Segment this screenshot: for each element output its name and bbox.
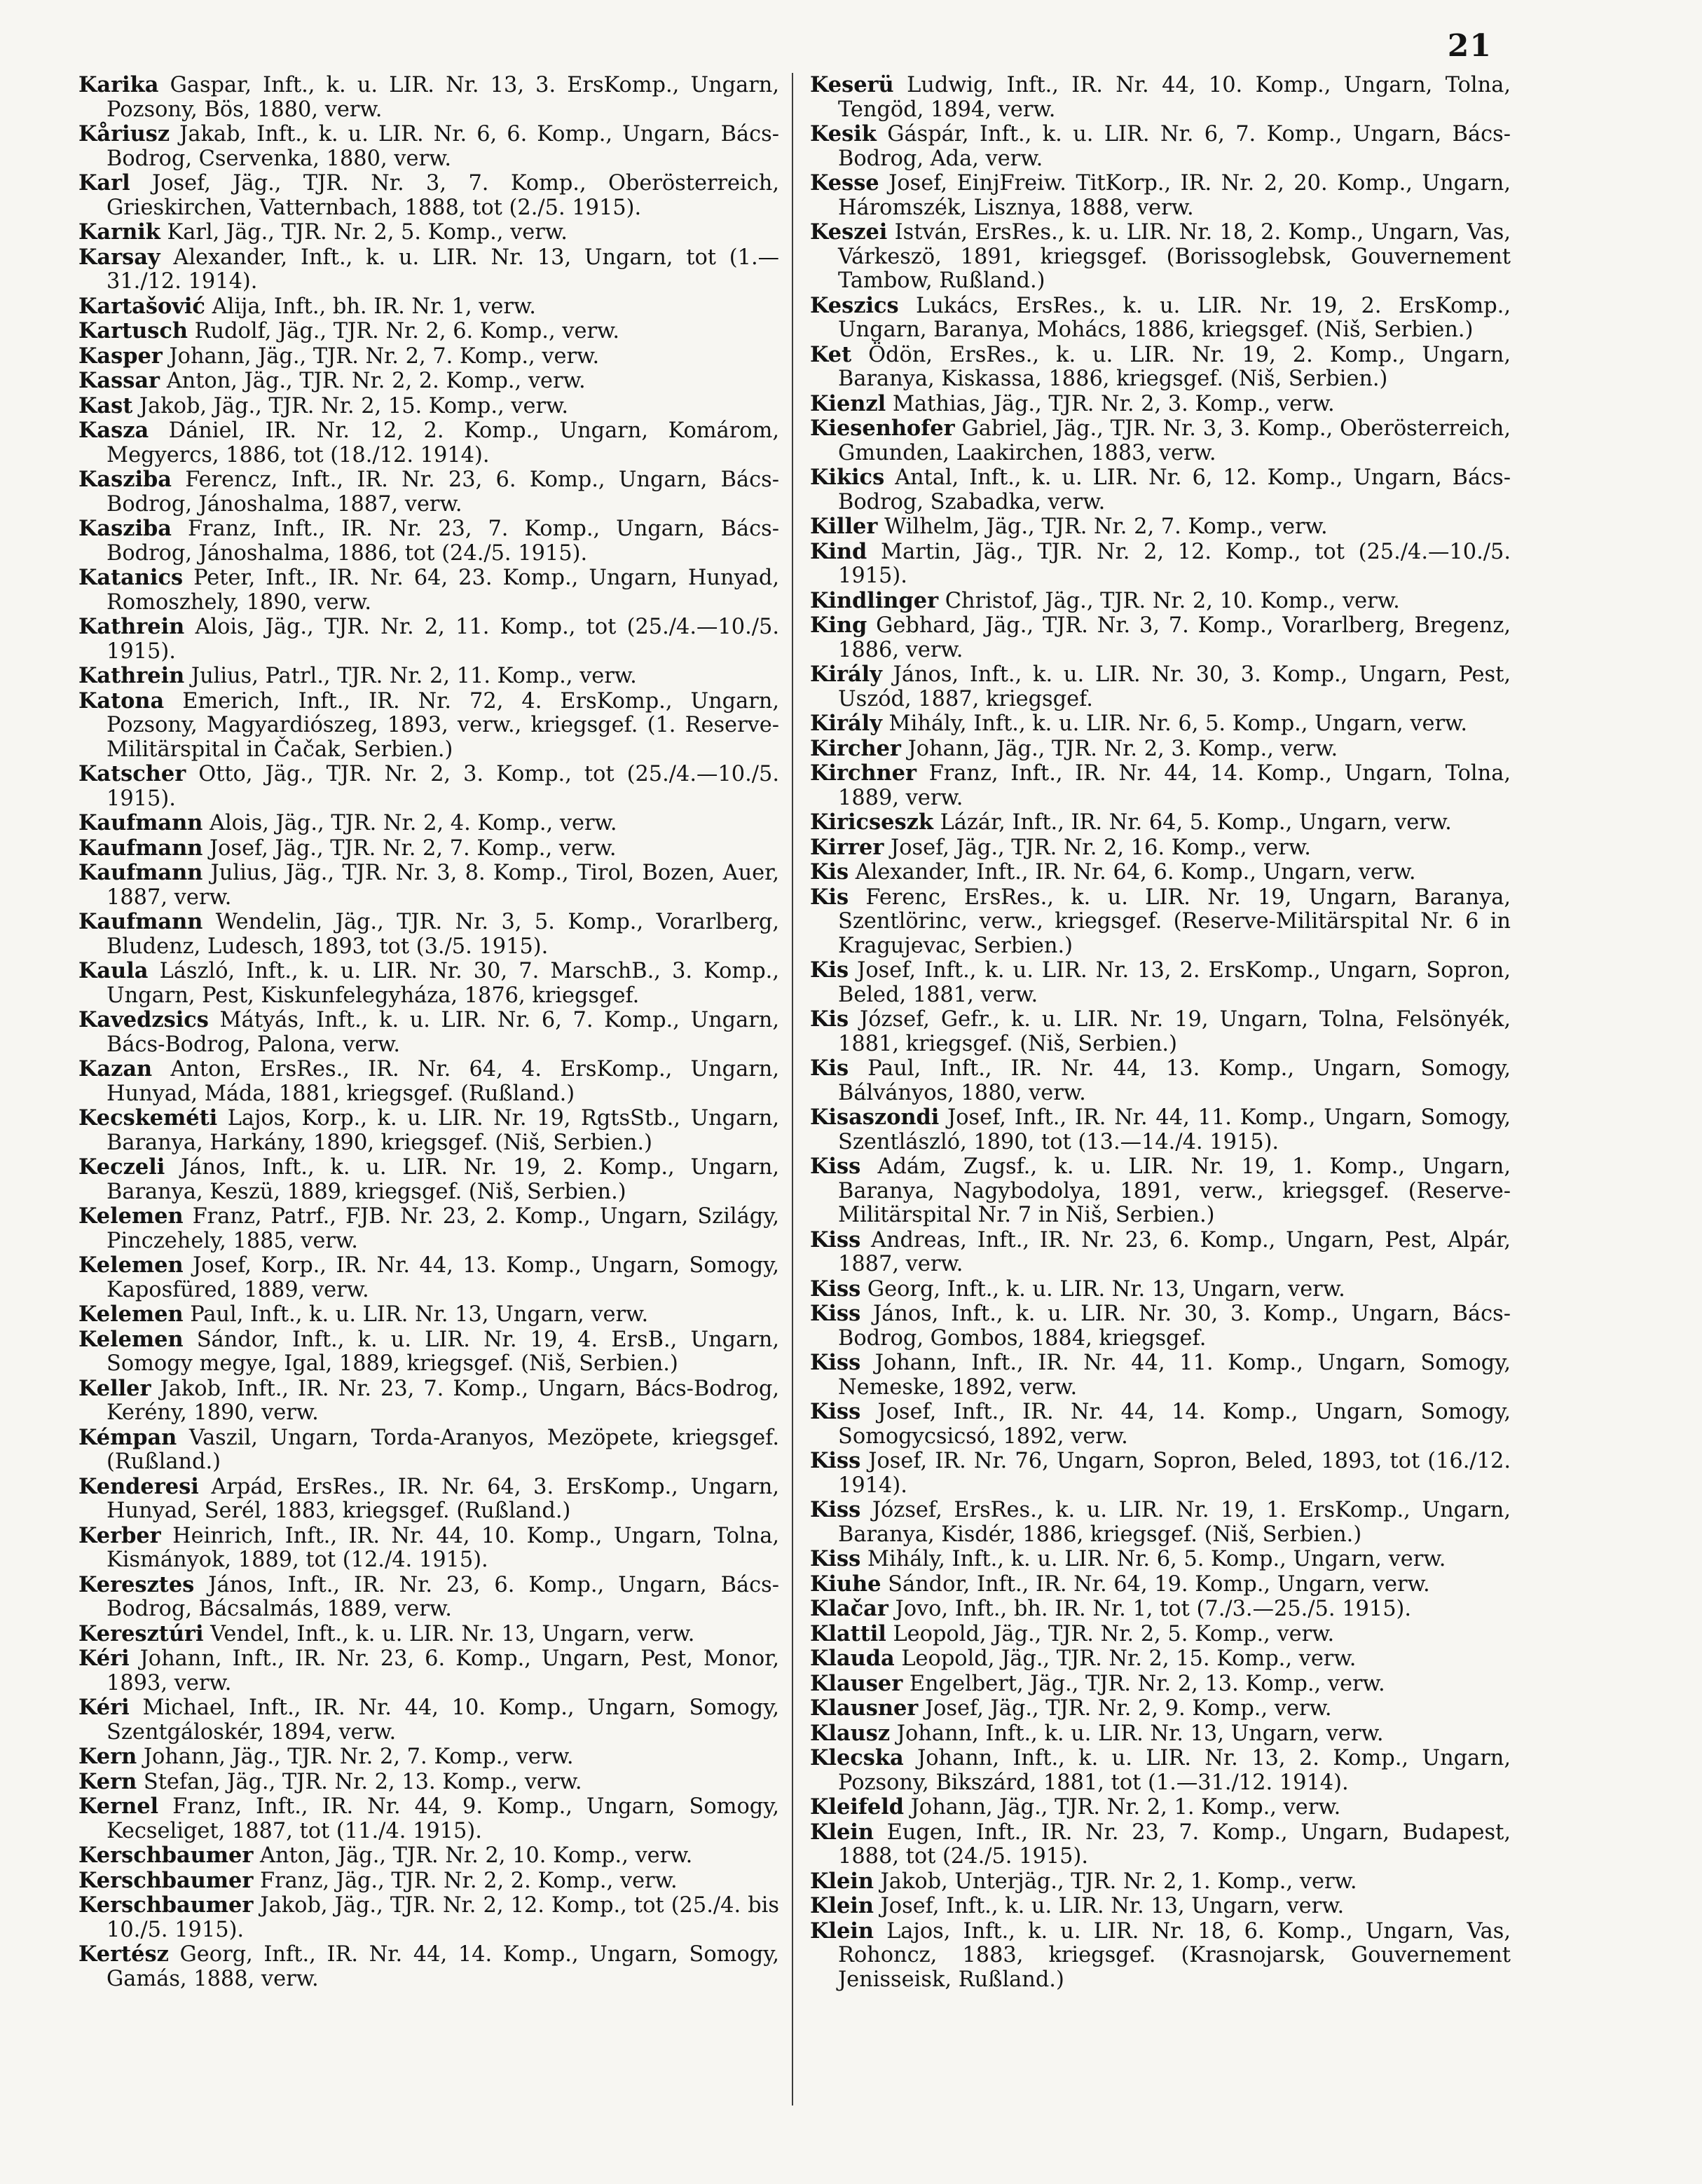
entry-details: Vaszil, Ungarn, Torda-Aranyos, Mezöpete, kriegsgef. (Rußland.)	[107, 1425, 779, 1474]
entry-name: Kavedzsics	[78, 1007, 209, 1032]
entry-name: Kiss	[810, 1227, 861, 1253]
entry-name: Kern	[78, 1768, 137, 1794]
entry-details: Andreas, Inft., IR. Nr. 23, 6. Komp., Ungarn, Pest, Alpár, 1887, verw.	[838, 1227, 1511, 1276]
list-item	[810, 220, 1511, 294]
entry-name: Katona	[78, 688, 165, 714]
entry-name: Kesik	[810, 121, 877, 146]
list-item	[78, 394, 779, 419]
list-item	[810, 514, 1511, 540]
entry-details: Josef, EinjFreiw. TitKorp., IR. Nr. 2, 20. Komp., Ungarn, Háromszék, Lisznya, 1888, verw.	[838, 171, 1511, 220]
entry-name: Kaufmann	[78, 835, 203, 861]
list-item	[78, 566, 779, 615]
list-item	[78, 1377, 779, 1426]
entry-name: Kartašović	[78, 293, 205, 319]
list-item	[78, 959, 779, 1008]
entry-details: Lázár, Inft., IR. Nr. 64, 5. Komp., Ungarn, verw.	[940, 810, 1452, 835]
entry-details: Gebhard, Jäg., TJR. Nr. 3, 7. Komp., Vorarlberg, Bregenz, 1886, verw.	[838, 613, 1511, 662]
entry-details: Franz, Inft., IR. Nr. 44, 9. Komp., Ungarn, Somogy, Kecseliget, 1887, tot (11./4. 1915).	[107, 1794, 779, 1843]
entry-details: Eugen, Inft., IR. Nr. 23, 7. Komp., Ungarn, Budapest, 1888, tot (24./5. 1915).	[838, 1820, 1511, 1869]
entry-name: Kis	[810, 884, 849, 910]
list-item	[810, 1007, 1511, 1056]
entry-details: Johann, Inft., IR. Nr. 23, 6. Komp., Ungarn, Pest, Monor, 1893, verw.	[107, 1646, 779, 1695]
entry-name: Kasziba	[78, 516, 172, 541]
list-item	[810, 1696, 1511, 1721]
entry-details: Martin, Jäg., TJR. Nr. 2, 12. Komp., tot (25./4.—10./5. 1915).	[838, 539, 1511, 588]
entry-name: Kathrein	[78, 663, 185, 688]
entry-details: Jakob, Jäg., TJR. Nr. 2, 15. Komp., verw.	[139, 393, 569, 418]
entry-details: Julius, Jäg., TJR. Nr. 3, 8. Komp., Tirol, Bozen, Auer, 1887, verw.	[107, 861, 779, 910]
entry-details: Jakob, Unterjäg., TJR. Nr. 2, 1. Komp., verw.	[880, 1869, 1357, 1894]
list-item	[78, 369, 779, 394]
entry-name: Kaula	[78, 958, 149, 983]
entry-name: Kienzl	[810, 390, 886, 416]
entry-name: Kiss	[810, 1399, 861, 1424]
entry-name: Kiss	[810, 1276, 861, 1302]
entry-details: Josef, Korp., IR. Nr. 44, 13. Komp., Ungarn, Somogy, Kaposfüred, 1889, verw.	[107, 1253, 779, 1302]
entry-details: Julius, Patrl., TJR. Nr. 2, 11. Komp., verw.	[191, 664, 637, 688]
entry-name: Klattil	[810, 1620, 886, 1646]
entry-details: Anton, Jäg., TJR. Nr. 2, 10. Komp., verw.	[260, 1843, 693, 1868]
list-item	[810, 1622, 1511, 1647]
entry-details: Gaspar, Inft., k. u. LIR. Nr. 13, 3. ErsKomp., Ungarn, Pozsony, Bös, 1880, verw.	[107, 73, 779, 122]
entry-name: Kis	[810, 859, 849, 885]
list-item	[78, 664, 779, 689]
entry-details: Alija, Inft., bh. IR. Nr. 1, verw.	[212, 294, 536, 319]
entry-details: Josef, Inft., IR. Nr. 44, 11. Komp., Ungarn, Somogy, Szentlászló, 1890, tot (13.—14./4. 1915).	[838, 1105, 1511, 1154]
list-item	[78, 1302, 779, 1328]
list-item	[78, 245, 779, 294]
list-item	[78, 1794, 779, 1843]
list-item	[78, 517, 779, 566]
entry-name: Klecska	[810, 1745, 904, 1770]
entry-name: Kenderesi	[78, 1473, 199, 1499]
list-item	[810, 1820, 1511, 1869]
list-item	[78, 344, 779, 369]
entry-details: József, Gefr., k. u. LIR. Nr. 19, Ungarn, Tolna, Felsönyék, 1881, kriegsgef. (Niš, Serbien.)	[838, 1007, 1511, 1056]
entry-details: Mihály, Inft., k. u. LIR. Nr. 6, 5. Komp., Ungarn, verw.	[888, 711, 1468, 736]
entry-name: Kasza	[78, 418, 149, 443]
entry-name: Kåriusz	[78, 121, 170, 146]
list-item	[810, 737, 1511, 762]
entry-details: Gabriel, Jäg., TJR. Nr. 3, 3. Komp., Oberösterreich, Gmunden, Laakirchen, 1883, verw.	[838, 416, 1511, 465]
entry-details: Johann, Inft., k. u. LIR. Nr. 13, 2. Komp., Ungarn, Pozsony, Bikszárd, 1881, tot (1.—31./12. 1914).	[838, 1746, 1511, 1795]
entry-name: Klačar	[810, 1596, 888, 1621]
entry-name: Kerschbaumer	[78, 1867, 254, 1893]
entry-name: Klauser	[810, 1670, 903, 1696]
entry-name: Kiricseszk	[810, 810, 933, 835]
entry-details: Franz, Inft., IR. Nr. 44, 14. Komp., Ungarn, Tolna, 1889, verw.	[838, 761, 1511, 810]
page-number: 21	[1447, 28, 1492, 64]
list-item	[78, 836, 779, 861]
entry-name: Kassar	[78, 368, 160, 393]
entry-details: Mihály, Inft., k. u. LIR. Nr. 6, 5. Komp., Ungarn, verw.	[867, 1547, 1446, 1571]
list-item	[78, 615, 779, 664]
entry-name: Klein	[810, 1893, 874, 1918]
entry-details: Dániel, IR. Nr. 12, 2. Komp., Ungarn, Komárom, Megyercs, 1886, tot (18./12. 1914).	[107, 418, 780, 467]
list-item	[78, 73, 779, 122]
list-item	[810, 1302, 1511, 1351]
entry-details: Josef, Jäg., TJR. Nr. 2, 7. Komp., verw.	[210, 835, 617, 861]
list-item	[78, 1869, 779, 1894]
list-item	[78, 319, 779, 344]
list-item	[810, 810, 1511, 835]
entry-name: Kindlinger	[810, 587, 939, 613]
left-column	[78, 73, 779, 1991]
list-item	[78, 910, 779, 959]
entry-name: Kikics	[810, 465, 885, 490]
entry-name: Kirchner	[810, 760, 917, 786]
list-item	[78, 861, 779, 910]
entry-details: Georg, Inft., k. u. LIR. Nr. 13, Ungarn, verw.	[867, 1276, 1345, 1302]
entry-details: Alois, Jäg., TJR. Nr. 2, 11. Komp., tot (25./4.—10./5. 1915).	[107, 615, 779, 664]
entry-name: Klein	[810, 1819, 874, 1845]
entry-name: Kasziba	[78, 467, 172, 492]
entry-name: Kiss	[810, 1154, 861, 1179]
list-item	[810, 1646, 1511, 1672]
list-item	[78, 1155, 779, 1204]
list-item	[810, 1795, 1511, 1820]
entry-name: Killer	[810, 514, 878, 539]
entry-name: Kern	[78, 1744, 137, 1769]
entry-name: Kelemen	[78, 1203, 184, 1229]
list-item	[78, 1573, 779, 1622]
entry-details: Gáspár, Inft., k. u. LIR. Nr. 6, 7. Komp., Ungarn, Bács-Bodrog, Ada, verw.	[838, 122, 1511, 171]
list-item	[78, 1475, 779, 1524]
entry-name: Katanics	[78, 565, 184, 590]
entry-details: Franz, Patrf., FJB. Nr. 23, 2. Komp., Ungarn, Szilágy, Pinczehely, 1885, verw.	[107, 1204, 779, 1253]
list-item	[78, 122, 779, 171]
list-item	[810, 613, 1511, 662]
list-item	[78, 1745, 779, 1770]
list-item	[810, 1498, 1511, 1547]
entry-details: Franz, Jäg., TJR. Nr. 2, 2. Komp., verw.	[260, 1868, 678, 1893]
entry-name: Kerber	[78, 1522, 161, 1548]
entry-name: Keller	[78, 1375, 151, 1401]
entry-details: Johann, Jäg., TJR. Nr. 2, 7. Komp., verw.	[143, 1745, 574, 1769]
list-item	[78, 1646, 779, 1695]
entry-name: Kis	[810, 957, 849, 983]
list-item	[810, 662, 1511, 711]
entry-details: Johann, Inft., IR. Nr. 44, 11. Komp., Ungarn, Somogy, Nemeske, 1892, verw.	[838, 1351, 1511, 1400]
entry-name: Kiuhe	[810, 1571, 881, 1597]
entry-details: Paul, Inft., k. u. LIR. Nr. 13, Ungarn, verw.	[190, 1302, 649, 1327]
list-item	[810, 885, 1511, 959]
list-item	[78, 811, 779, 836]
entry-details: Lajos, Korp., k. u. LIR. Nr. 19, RgtsStb., Ungarn, Baranya, Harkány, 1890, kriegsgef. (Niš, Serbien.)	[107, 1106, 779, 1155]
entry-details: Mátyás, Inft., k. u. LIR. Nr. 6, 7. Komp., Ungarn, Bács-Bodrog, Palona, verw.	[107, 1008, 779, 1057]
list-item	[78, 1008, 779, 1057]
entry-details: Christof, Jäg., TJR. Nr. 2, 10. Komp., verw.	[945, 588, 1400, 613]
list-item	[78, 1524, 779, 1573]
entry-details: Josef, IR. Nr. 76, Ungarn, Sopron, Beled, 1893, tot (16./12. 1914).	[838, 1449, 1511, 1498]
list-item	[810, 1746, 1511, 1795]
entry-name: Kaufmann	[78, 909, 203, 934]
list-item	[810, 1105, 1511, 1154]
entry-details: Karl, Jäg., TJR. Nr. 2, 5. Komp., verw.	[167, 220, 568, 245]
entry-details: Heinrich, Inft., IR. Nr. 44, 10. Komp., Ungarn, Tolna, Kismányok, 1889, tot (12./4. 1915).	[107, 1523, 779, 1572]
entry-details: János, Inft., k. u. LIR. Nr. 19, 2. Komp., Ungarn, Baranya, Keszü, 1889, kriegsgef. (Niš, Serbien.)	[107, 1155, 779, 1204]
entry-details: Alois, Jäg., TJR. Nr. 2, 4. Komp., verw.	[210, 811, 617, 835]
column-divider	[792, 73, 793, 2105]
list-item	[78, 1057, 779, 1106]
entry-details: László, Inft., k. u. LIR. Nr. 30, 7. MarschB., 3. Komp., Ungarn, Pest, Kiskunfelegyháza, 1876, kriegsgef.	[107, 959, 779, 1008]
entry-details: Josef, Inft., IR. Nr. 44, 14. Komp., Ungarn, Somogy, Somogycsicsó, 1892, verw.	[838, 1400, 1511, 1449]
list-item	[810, 1056, 1511, 1105]
entry-details: Anton, Jäg., TJR. Nr. 2, 2. Komp., verw.	[166, 369, 586, 393]
list-item	[810, 1351, 1511, 1400]
list-item	[810, 860, 1511, 885]
entry-name: Karsay	[78, 244, 160, 270]
entry-details: István, ErsRes., k. u. LIR. Nr. 18, 2. Komp., Ungarn, Vas, Várkeszö, 1891, kriegsgef. (Borissoglebsk, Gouvernement Tambow, Rußland.)	[838, 220, 1511, 293]
list-item	[810, 465, 1511, 514]
entry-name: Keczeli	[78, 1154, 165, 1180]
entry-name: Kiesenhofer	[810, 416, 955, 441]
entry-name: Keszei	[810, 219, 888, 245]
entry-details: Leopold, Jäg., TJR. Nr. 2, 15. Komp., verw.	[901, 1646, 1357, 1671]
list-item	[78, 1622, 779, 1647]
list-item	[810, 1894, 1511, 1919]
list-item	[78, 220, 779, 245]
list-item	[810, 73, 1511, 122]
list-item	[78, 294, 779, 320]
entry-details: Ferencz, Inft., IR. Nr. 23, 6. Komp., Ungarn, Bács-Bodrog, Jánoshalma, 1887, verw.	[107, 467, 779, 517]
entry-details: Jakab, Inft., k. u. LIR. Nr. 6, 6. Komp., Ungarn, Bács-Bodrog, Cservenka, 1880, verw.	[107, 122, 779, 171]
entry-details: Sándor, Inft., k. u. LIR. Nr. 19, 4. ErsB., Ungarn, Somogy megye, Igal, 1889, kriegsgef. (Niš, Serbien.)	[107, 1327, 779, 1376]
list-item	[810, 958, 1511, 1007]
entry-details: Arpád, ErsRes., IR. Nr. 64, 3. ErsKomp., Ungarn, Hunyad, Serél, 1883, kriegsgef. (Rußland.)	[107, 1474, 779, 1523]
entry-details: Antal, Inft., k. u. LIR. Nr. 6, 12. Komp., Ungarn, Bács-Bodrog, Szabadka, verw.	[838, 465, 1511, 514]
list-item	[78, 689, 779, 763]
entry-name: Király	[810, 662, 882, 687]
list-item	[78, 1204, 779, 1253]
entry-details: Franz, Inft., IR. Nr. 23, 7. Komp., Ungarn, Bács-Bodrog, Jánoshalma, 1886, tot (24./5. 1915).	[107, 517, 779, 566]
list-item	[78, 418, 779, 467]
list-item	[810, 1572, 1511, 1597]
list-item	[810, 392, 1511, 417]
entry-name: Karl	[78, 170, 130, 196]
entry-name: Katscher	[78, 761, 186, 786]
entry-details: Alexander, Inft., k. u. LIR. Nr. 13, Ungarn, tot (1.—31./12. 1914).	[107, 245, 779, 294]
list-item	[78, 1426, 779, 1475]
list-item	[78, 1328, 779, 1377]
list-item	[78, 762, 779, 811]
list-item	[78, 171, 779, 220]
list-item	[810, 835, 1511, 861]
entry-name: Kleifeld	[810, 1794, 905, 1820]
entry-details: Vendel, Inft., k. u. LIR. Nr. 13, Ungarn, verw.	[210, 1621, 695, 1646]
entry-name: Kisaszondi	[810, 1105, 940, 1130]
entry-name: Keserü	[810, 72, 894, 97]
entry-name: Klausz	[810, 1720, 891, 1746]
entry-name: Kis	[810, 1056, 849, 1081]
list-item	[810, 1277, 1511, 1302]
entry-details: János, Inft., IR. Nr. 23, 6. Komp., Ungarn, Bács-Bodrog, Bácsalmás, 1889, verw.	[107, 1572, 779, 1621]
entry-name: Kind	[810, 538, 867, 564]
entry-name: Kast	[78, 393, 133, 418]
entry-name: Kircher	[810, 735, 901, 761]
entry-name: Kiss	[810, 1448, 861, 1473]
entry-name: Kartusch	[78, 318, 188, 343]
entry-name: Kirrer	[810, 834, 884, 860]
entry-details: Johann, Jäg., TJR. Nr. 2, 3. Komp., verw.	[907, 736, 1338, 761]
entry-name: Klein	[810, 1918, 874, 1944]
list-item	[810, 1919, 1511, 1993]
entry-details: Josef, Inft., k. u. LIR. Nr. 13, Ungarn, verw.	[880, 1894, 1345, 1918]
entry-details: József, ErsRes., k. u. LIR. Nr. 19, 1. ErsKomp., Ungarn, Baranya, Kisdér, 1886, kriegsgef. (Niš, Serbien.)	[838, 1498, 1511, 1547]
list-item	[78, 1253, 779, 1302]
entry-name: Kasper	[78, 343, 163, 369]
list-item	[78, 1893, 779, 1942]
entry-name: Kernel	[78, 1794, 159, 1819]
entry-name: Karnik	[78, 219, 160, 245]
entry-name: Kiss	[810, 1301, 861, 1326]
entry-details: Alexander, Inft., IR. Nr. 64, 6. Komp., Ungarn, verw.	[855, 860, 1416, 885]
entry-details: Johann, Jäg., TJR. Nr. 2, 7. Komp., verw.	[169, 343, 600, 369]
entry-details: Mathias, Jäg., TJR. Nr. 2, 3. Komp., verw.	[892, 391, 1335, 416]
list-item	[810, 343, 1511, 392]
entry-details: Johann, Inft., k. u. LIR. Nr. 13, Ungarn, verw.	[896, 1721, 1384, 1746]
entry-name: Kerschbaumer	[78, 1843, 254, 1868]
entry-details: Leopold, Jäg., TJR. Nr. 2, 5. Komp., verw.	[893, 1621, 1335, 1646]
entry-name: Karika	[78, 72, 159, 97]
entry-details: Emerich, Inft., IR. Nr. 72, 4. ErsKomp., Ungarn, Pozsony, Magyardiószeg, 1893, verw., kriegsgef. (1. Reserve-Militärspital in Čačak, Serbien.)	[107, 688, 779, 762]
list-item	[810, 1547, 1511, 1572]
list-item	[810, 294, 1511, 343]
list-item	[810, 122, 1511, 171]
entry-details: Lajos, Inft., k. u. LIR. Nr. 18, 6. Komp., Ungarn, Vas, Rohoncz, 1883, kriegsgef. (Krasnojarsk, Gouvernement Jenisseisk, Rußland.)	[838, 1918, 1511, 1992]
entry-details: Johann, Jäg., TJR. Nr. 2, 1. Komp., verw.	[910, 1795, 1341, 1820]
entry-name: Ket	[810, 341, 852, 367]
entry-name: Keszics	[810, 292, 899, 318]
list-item	[78, 1106, 779, 1155]
entry-name: Klausner	[810, 1695, 919, 1721]
list-item	[810, 1228, 1511, 1277]
list-item	[810, 1869, 1511, 1895]
list-item	[810, 171, 1511, 220]
entry-name: Kecskeméti	[78, 1105, 218, 1131]
entry-name: Kaufmann	[78, 860, 203, 885]
entry-details: Rudolf, Jäg., TJR. Nr. 2, 6. Komp., verw.	[194, 319, 620, 343]
entry-details: Stefan, Jäg., TJR. Nr. 2, 13. Komp., verw.	[143, 1769, 582, 1794]
entry-name: Kelemen	[78, 1253, 184, 1278]
entry-name: Kelemen	[78, 1326, 184, 1352]
entry-details: János, Inft., k. u. LIR. Nr. 30, 3. Komp., Ungarn, Bács-Bodrog, Gombos, 1884, kriegsgef.	[838, 1302, 1511, 1351]
list-item	[810, 1721, 1511, 1747]
list-item	[810, 1597, 1511, 1622]
entry-name: Kéri	[78, 1646, 130, 1671]
entry-details: Wilhelm, Jäg., TJR. Nr. 2, 7. Komp., verw.	[884, 514, 1328, 539]
list-item	[78, 1942, 779, 1991]
list-item	[78, 467, 779, 517]
list-item	[810, 540, 1511, 589]
entry-name: Kémpan	[78, 1424, 177, 1450]
entry-details: Peter, Inft., IR. Nr. 64, 23. Komp., Ungarn, Hunyad, Romoszhely, 1890, verw.	[107, 566, 779, 615]
entry-name: Kelemen	[78, 1302, 184, 1327]
right-column	[810, 73, 1511, 1992]
list-item	[810, 1672, 1511, 1697]
list-item	[810, 1400, 1511, 1449]
entry-details: Josef, Jäg., TJR. Nr. 2, 9. Komp., verw.	[924, 1696, 1332, 1721]
entry-name: Kiss	[810, 1497, 861, 1522]
entry-name: Kiss	[810, 1546, 861, 1571]
entry-details: Anton, ErsRes., IR. Nr. 64, 4. ErsKomp., Ungarn, Hunyad, Máda, 1881, kriegsgef. (Rußland.)	[107, 1057, 779, 1106]
entry-name: Kazan	[78, 1056, 153, 1081]
list-item	[810, 416, 1511, 465]
entry-details: Paul, Inft., IR. Nr. 44, 13. Komp., Ungarn, Somogy, Bálványos, 1880, verw.	[838, 1056, 1511, 1105]
entry-name: Kertész	[78, 1941, 169, 1967]
entry-details: Jovo, Inft., bh. IR. Nr. 1, tot (7./3.—25./5. 1915).	[895, 1597, 1412, 1621]
entry-details: Josef, Inft., k. u. LIR. Nr. 13, 2. ErsKomp., Ungarn, Sopron, Beled, 1881, verw.	[838, 958, 1511, 1007]
list-item	[78, 1695, 779, 1745]
list-item	[78, 1843, 779, 1869]
entry-name: Kéri	[78, 1695, 130, 1720]
list-item	[810, 1154, 1511, 1228]
entry-details: Josef, Jäg., TJR. Nr. 2, 16. Komp., verw.	[891, 835, 1311, 860]
entry-details: Sándor, Inft., IR. Nr. 64, 19. Komp., Ungarn, verw.	[888, 1571, 1430, 1597]
entry-details: Wendelin, Jäg., TJR. Nr. 3, 5. Komp., Vorarlberg, Bludenz, Ludesch, 1893, tot (3./5. 1915).	[107, 910, 779, 959]
entry-details: Ferenc, ErsRes., k. u. LIR. Nr. 19, Ungarn, Baranya, Szentlörinc, verw., kriegsgef. (Reserve-Militärspital Nr. 6 in Kragujevac, Serbien.)	[838, 885, 1511, 958]
entry-details: Michael, Inft., IR. Nr. 44, 10. Komp., Ungarn, Somogy, Szentgáloskér, 1894, verw.	[107, 1695, 779, 1745]
entry-details: Engelbert, Jäg., TJR. Nr. 2, 13. Komp., verw.	[909, 1671, 1385, 1696]
entry-details: Otto, Jäg., TJR. Nr. 2, 3. Komp., tot (25./4.—10./5. 1915).	[107, 762, 779, 811]
entry-details: Jakob, Jäg., TJR. Nr. 2, 12. Komp., tot (25./4. bis 10./5. 1915).	[107, 1893, 779, 1942]
list-item	[78, 1770, 779, 1795]
entry-details: Ludwig, Inft., IR. Nr. 44, 10. Komp., Ungarn, Tolna, Tengöd, 1894, verw.	[838, 73, 1511, 122]
entry-name: Kerschbaumer	[78, 1892, 254, 1918]
entry-name: Keresztúri	[78, 1620, 204, 1646]
list-item	[810, 711, 1511, 737]
entry-details: Georg, Inft., IR. Nr. 44, 14. Komp., Ungarn, Somogy, Gamás, 1888, verw.	[107, 1942, 779, 1991]
entry-details: Adám, Zugsf., k. u. LIR. Nr. 19, 1. Komp., Ungarn, Baranya, Nagybodolya, 1891, verw., kriegsgef. (Reserve-Militärspital Nr. 7 in Niš, Serbien.)	[838, 1154, 1511, 1227]
entry-details: Ödön, ErsRes., k. u. LIR. Nr. 19, 2. Komp., Ungarn, Baranya, Kiskassa, 1886, kriegsgef. (Niš, Serbien.)	[838, 342, 1511, 391]
entry-name: Klein	[810, 1868, 874, 1894]
entry-details: János, Inft., k. u. LIR. Nr. 30, 3. Komp., Ungarn, Pest, Uszód, 1887, kriegsgef.	[838, 662, 1511, 711]
entry-name: Király	[810, 711, 882, 736]
list-item	[810, 589, 1511, 614]
entry-name: Kesse	[810, 170, 879, 196]
entry-name: Keresztes	[78, 1571, 195, 1597]
entry-name: Kathrein	[78, 614, 185, 639]
entry-name: Klauda	[810, 1646, 895, 1671]
entry-details: Lukács, ErsRes., k. u. LIR. Nr. 19, 2. ErsKomp., Ungarn, Baranya, Mohács, 1886, kriegsgef. (Niš, Serbien.)	[838, 293, 1511, 342]
list-item	[810, 761, 1511, 810]
entry-name: Kiss	[810, 1350, 861, 1375]
entry-name: Kis	[810, 1006, 849, 1032]
entry-details: Jakob, Inft., IR. Nr. 23, 7. Komp., Ungarn, Bács-Bodrog, Kerény, 1890, verw.	[107, 1376, 779, 1425]
list-item	[810, 1449, 1511, 1498]
entry-details: Josef, Jäg., TJR. Nr. 3, 7. Komp., Oberösterreich, Grieskirchen, Vatternbach, 1888, tot (2./5. 1915).	[107, 171, 779, 220]
entry-name: Kaufmann	[78, 810, 203, 835]
entry-name: King	[810, 613, 867, 638]
